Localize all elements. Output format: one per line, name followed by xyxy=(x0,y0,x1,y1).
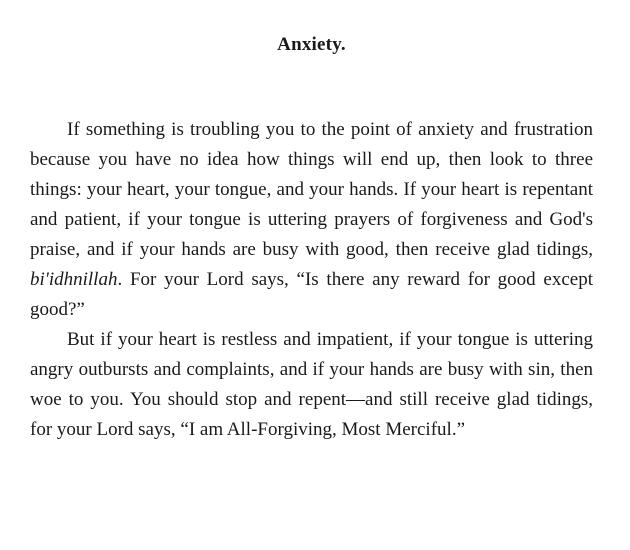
paragraph-1-text-a: If something is troubling you to the point of anxiety and frustration because you have no idea how things will end up, then look to three things: your heart, your tongue, and your hands. If your heart is repentant and patient, if your tongue is uttering prayers of forgiveness and God's praise, and if your hands are busy with good, then receive glad tidings, xyxy=(30,119,593,260)
page-title: Anxiety. xyxy=(277,34,346,55)
paragraph-1-text-b: . For your Lord says, “Is there any reward for good except good?” xyxy=(30,269,593,320)
paragraph-2: But if your heart is restless and impatient, if your tongue is uttering angry outbursts and complaints, and if your hands are busy with sin, then woe to you. You should stop and repent—and still receive glad tidings, for your Lord says, “I am All-Forgiving, Most Merciful.” xyxy=(30,329,593,440)
document-body xyxy=(30,115,593,445)
paragraph-1-italic-term: bi'idhnillah xyxy=(30,269,118,290)
document-page xyxy=(30,0,593,445)
paragraph-1 xyxy=(30,115,593,325)
